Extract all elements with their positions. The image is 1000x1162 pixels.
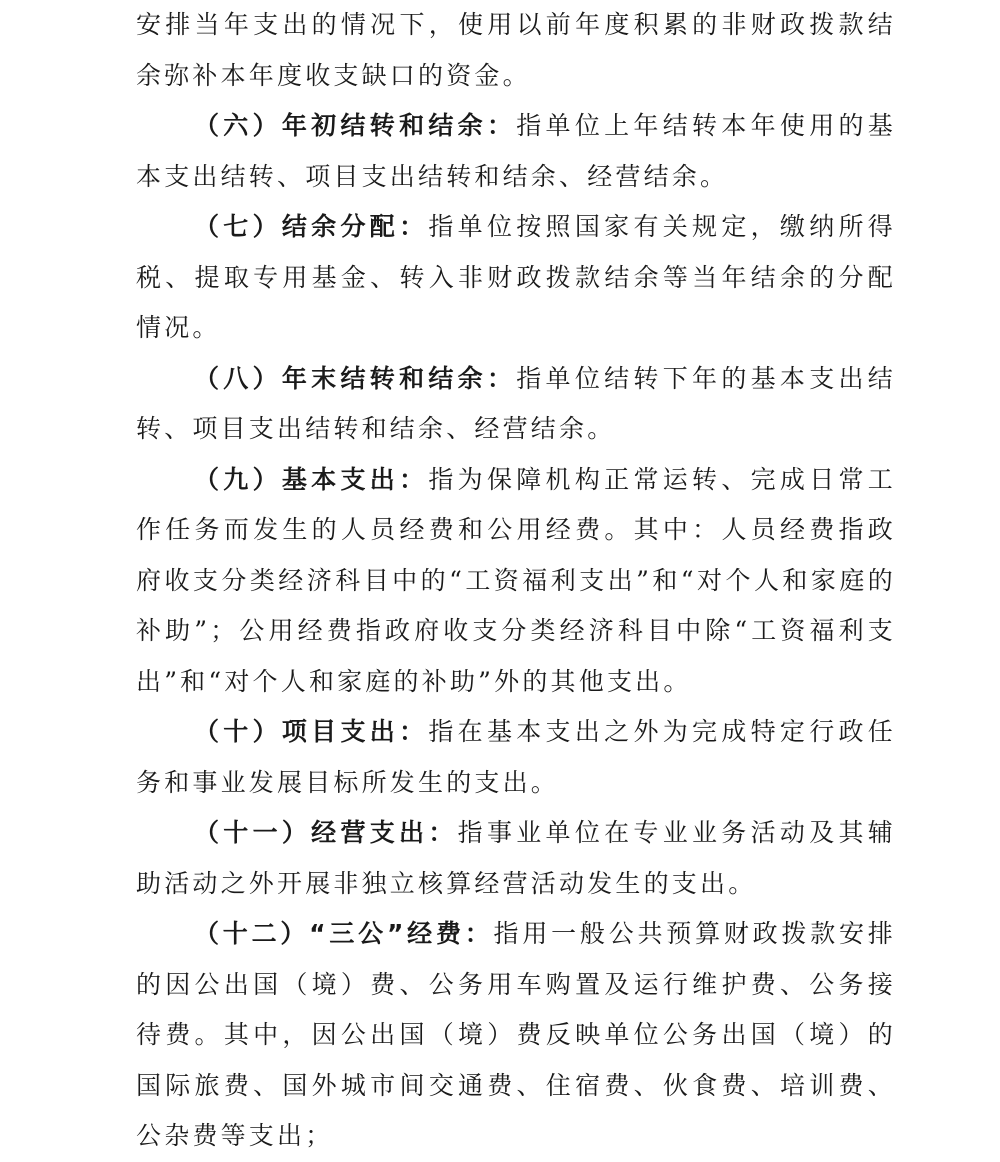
paragraph-text: 指单位按照国家有关规定，缴纳所得税、提取专用基金、转入非财政拨款结余等当年结余的分配情况。	[136, 212, 897, 342]
paragraph-text: 安排当年支出的情况下，使用以前年度积累的非财政拨款结余弥补本年度收支缺口的资金。	[136, 10, 896, 90]
paragraph-item-7	[136, 202, 896, 354]
paragraph-term: （十）项目支出：	[194, 717, 429, 746]
paragraph-term: （九）基本支出：	[194, 464, 429, 494]
paragraph-text: 指单位上年结转本年使用的基本支出结转、项目支出结转和结余、经营结余。	[136, 111, 896, 191]
paragraph-item-8	[136, 354, 896, 455]
paragraph-text: 指在基本支出之外为完成特定行政任务和事业发展目标所发生的支出。	[136, 717, 897, 797]
paragraph-item-9	[136, 455, 896, 708]
paragraph-term: （十二）“三公”经费：	[194, 919, 494, 948]
paragraph-text: 指用一般公共预算财政拨款安排的因公出国（境）费、公务用车购置及运行维护费、公务接待费。其中，因公出国（境）费反映单位公务出国（境）的国际旅费、国外城市间交通费、住宿费、伙食费、培训费、公杂费等支出；	[136, 919, 896, 1150]
paragraph-term: （六）年初结转和结余：	[194, 111, 517, 140]
paragraph-text: 指事业单位在专业业务活动及其辅助活动之外开展非独立核算经营活动发生的支出。	[136, 818, 896, 898]
paragraph-term: （七）结余分配：	[194, 212, 429, 241]
paragraph-text: 指为保障机构正常运转、完成日常工作任务而发生的人员经费和公用经费。其中：人员经费指政府收支分类经济科目中的“工资福利支出”和“对个人和家庭的补助”；公用经费指政府收支分类经济科目中除“工资福利支出”和“对个人和家庭的补助”外的其他支出。	[136, 464, 897, 696]
paragraph-item-6	[136, 101, 896, 202]
paragraph-text: 指单位结转下年的基本支出结转、项目支出结转和结余、经营结余。	[136, 363, 896, 443]
paragraph-continuation	[136, 0, 896, 101]
paragraph-term: （八）年末结转和结余：	[194, 363, 517, 393]
document-body	[136, 0, 896, 1162]
paragraph-item-10	[136, 707, 896, 808]
paragraph-item-11	[136, 808, 896, 909]
paragraph-item-12	[136, 909, 896, 1162]
paragraph-term: （十一）经营支出：	[194, 818, 458, 847]
